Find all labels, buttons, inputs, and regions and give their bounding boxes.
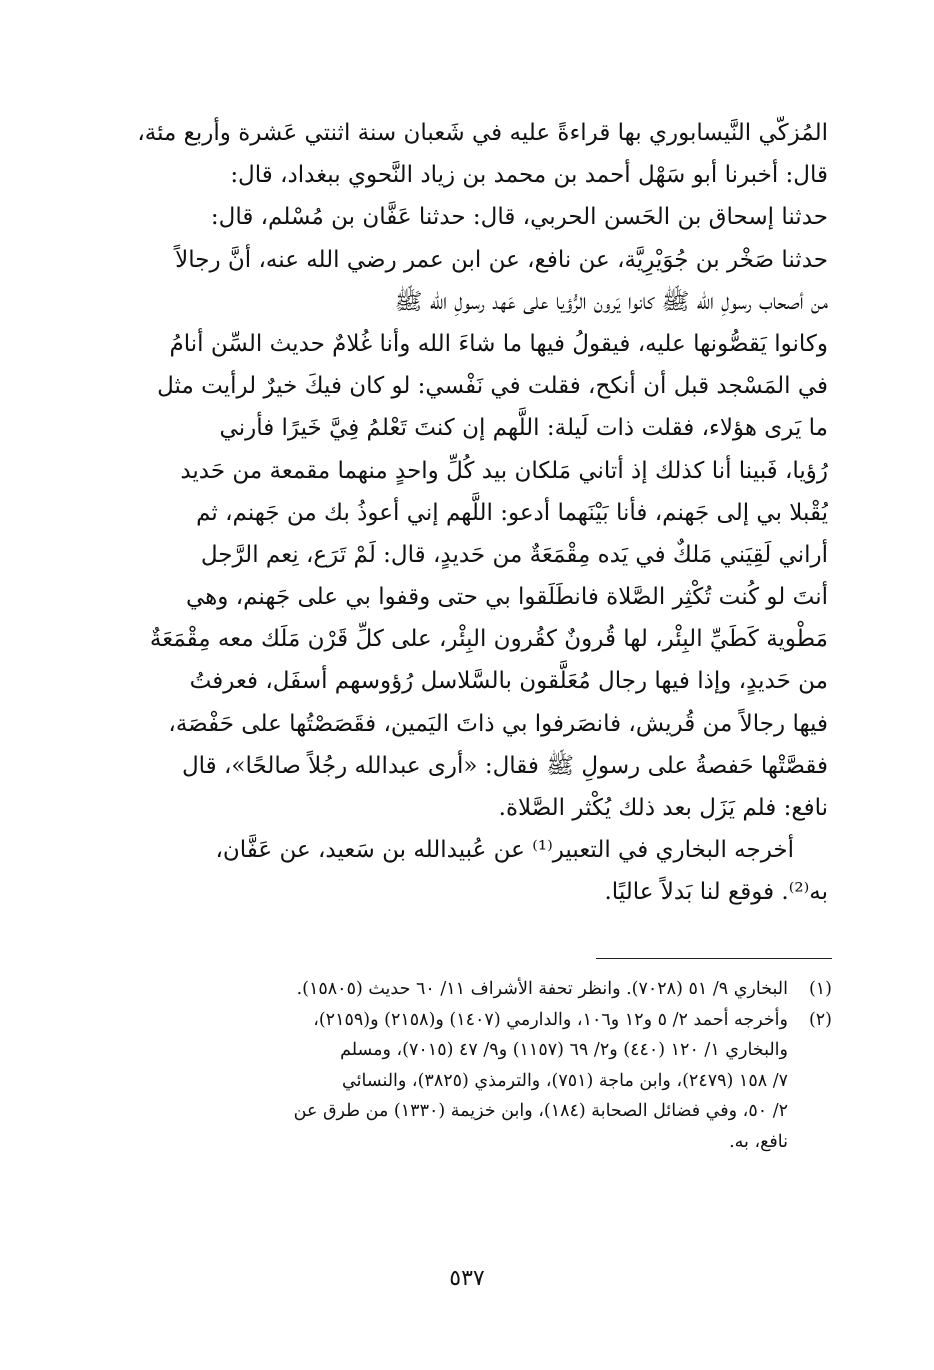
text-line: حدثنا إسحاق بن الحَسن الحربي، قال: حدثنا عَفَّان بن مُسْلم، قال: <box>210 204 828 231</box>
footnote-line: والبخاري ١/ ١٢٠ (٤٤٠) و٢/ ٦٩ (١١٥٧) و٩/ ٤٧ (٧٠١٥)، ومسلم <box>340 1040 788 1060</box>
text-line-paragraph-start: أخرجه البخاري في التعبير⁽¹⁾ عن عُبيدالله بن سَعيد، عن عَفَّان، <box>215 837 794 864</box>
footnote-line: البخاري ٩/ ٥١ (٧٠٢٨). وانظر تحفة الأشراف ١١/ ٦٠ حديث (١٥٨٠٥). <box>296 979 788 999</box>
footnote-line: نافع، به. <box>729 1131 788 1152</box>
footnote-1 <box>110 974 832 1005</box>
footnote-body <box>110 1005 788 1158</box>
text-line: ما يَرى هؤلاء، فقلت ذات لَيلة: اللَّهم إن كنتَ تَعْلمُ فِيَّ خَيرًا فأرني <box>219 415 828 442</box>
text-line: في المَسْجد قبل أن أنكح، فقلت في نَفْسي: لو كان فيكَ خيرٌ لرأيت مثل <box>157 373 828 400</box>
text-line: قال: أخبرنا أبو سَهْل أحمد بن محمد بن زياد النَّحوي ببغداد، قال: <box>230 162 828 189</box>
footnote-number: (٢) <box>808 1009 832 1030</box>
footnote-number: (١) <box>808 979 832 999</box>
footnote-body <box>110 974 788 1005</box>
footnote-line: ٢/ ٥٠، وفي فضائل الصحابة (١٨٤)، وابن خزيمة (١٣٣٠) من طرق عن <box>293 1101 788 1121</box>
text-line: أنتَ لو كُنت تُكْثِر الصَّلاة فانطَلَقوا بي حتى وقفوا بي على جَهنم، وهي <box>185 584 828 611</box>
footnote-2 <box>110 1005 832 1158</box>
text-line: وكانوا يَقصُّونها عليه، فيقولُ فيها ما شاءَ الله وأنا غُلامٌ حديث السِّن أنامُ <box>169 330 828 357</box>
text-line: فيها رجالاً من قُريش، فانصَرفوا بي ذاتَ اليَمين، فقَصَصْتُها على حَفْصَة، <box>168 710 828 737</box>
footnote-line: وأخرجه أحمد ٢/ ٥ و١٢ و١٠٦، والدارمي (١٤٠٧) و(٢١٥٨) و(٢١٥٩)، <box>313 1009 788 1030</box>
text-line: نافع: فلم يَزَل بعد ذلك يُكْثر الصَّلاة. <box>498 795 828 821</box>
text-line: المُزكّي النَّيسابوري بها قراءةً عليه في شَعبان سنة اثنتي عَشرة وأربع مئة، <box>137 120 828 146</box>
page-number: ٥٣٧ <box>449 1266 485 1291</box>
main-text-block <box>110 112 828 914</box>
footnote-line: ٧/ ١٥٨ (٢٤٧٩)، وابن ماجة (٧٥١)، والترمذي (٣٨٢٥)، والنسائي <box>342 1070 788 1091</box>
text-line: من أصحاب رسولِ الله ﷺ كانوا يَرون الرُّؤيا على عَهد رسولِ الله ﷺ <box>394 288 828 315</box>
text-line: مَطْوية كَطَيِّ البِئْر، لها قُرونٌ كقُرون البِئْر، على كلِّ قَرْن مَلَك معه مِقْمَعَةٌ <box>149 626 828 653</box>
text-line: به⁽²⁾. فوقع لنا بَدلاً عاليًا. <box>604 879 828 906</box>
text-line: حدثنا صَخْر بن جُوَيْرِيَّة، عن نافع، عن ابن عمر رضي الله عنه، أنَّ رجالاً <box>175 246 828 273</box>
footnote-divider <box>596 958 832 959</box>
text-line: فقصَّتْها حَفصةُ على رسولِ ﷺ فقال: «أرى عبدالله رجُلاً صالحًا»، قال <box>181 752 828 779</box>
text-line: أراني لَقِيَني مَلكٌ في يَده مِقْمَعَةٌ من حَديدٍ، قال: لَمْ تَرَع، نِعم الرَّجل <box>200 541 828 568</box>
text-line: رُؤيا، فَبينا أنا كذلك إذ أتاني مَلكان بيد كُلِّ واحدٍ منهما مقمعة من حَديد <box>180 457 828 484</box>
text-line: يُقْبلا بي إلى جَهنم، فأنا بَيْنَهما أدعو: اللَّهم إني أعوذُ بك من جَهنم، ثم <box>196 499 828 526</box>
text-line: من حَديدٍ، وإذا فيها رجال مُعَلَّقون بالسَّلاسل رُؤوسهم أسفَل، فعرفتُ <box>189 668 828 695</box>
footnotes-block <box>110 974 832 1157</box>
